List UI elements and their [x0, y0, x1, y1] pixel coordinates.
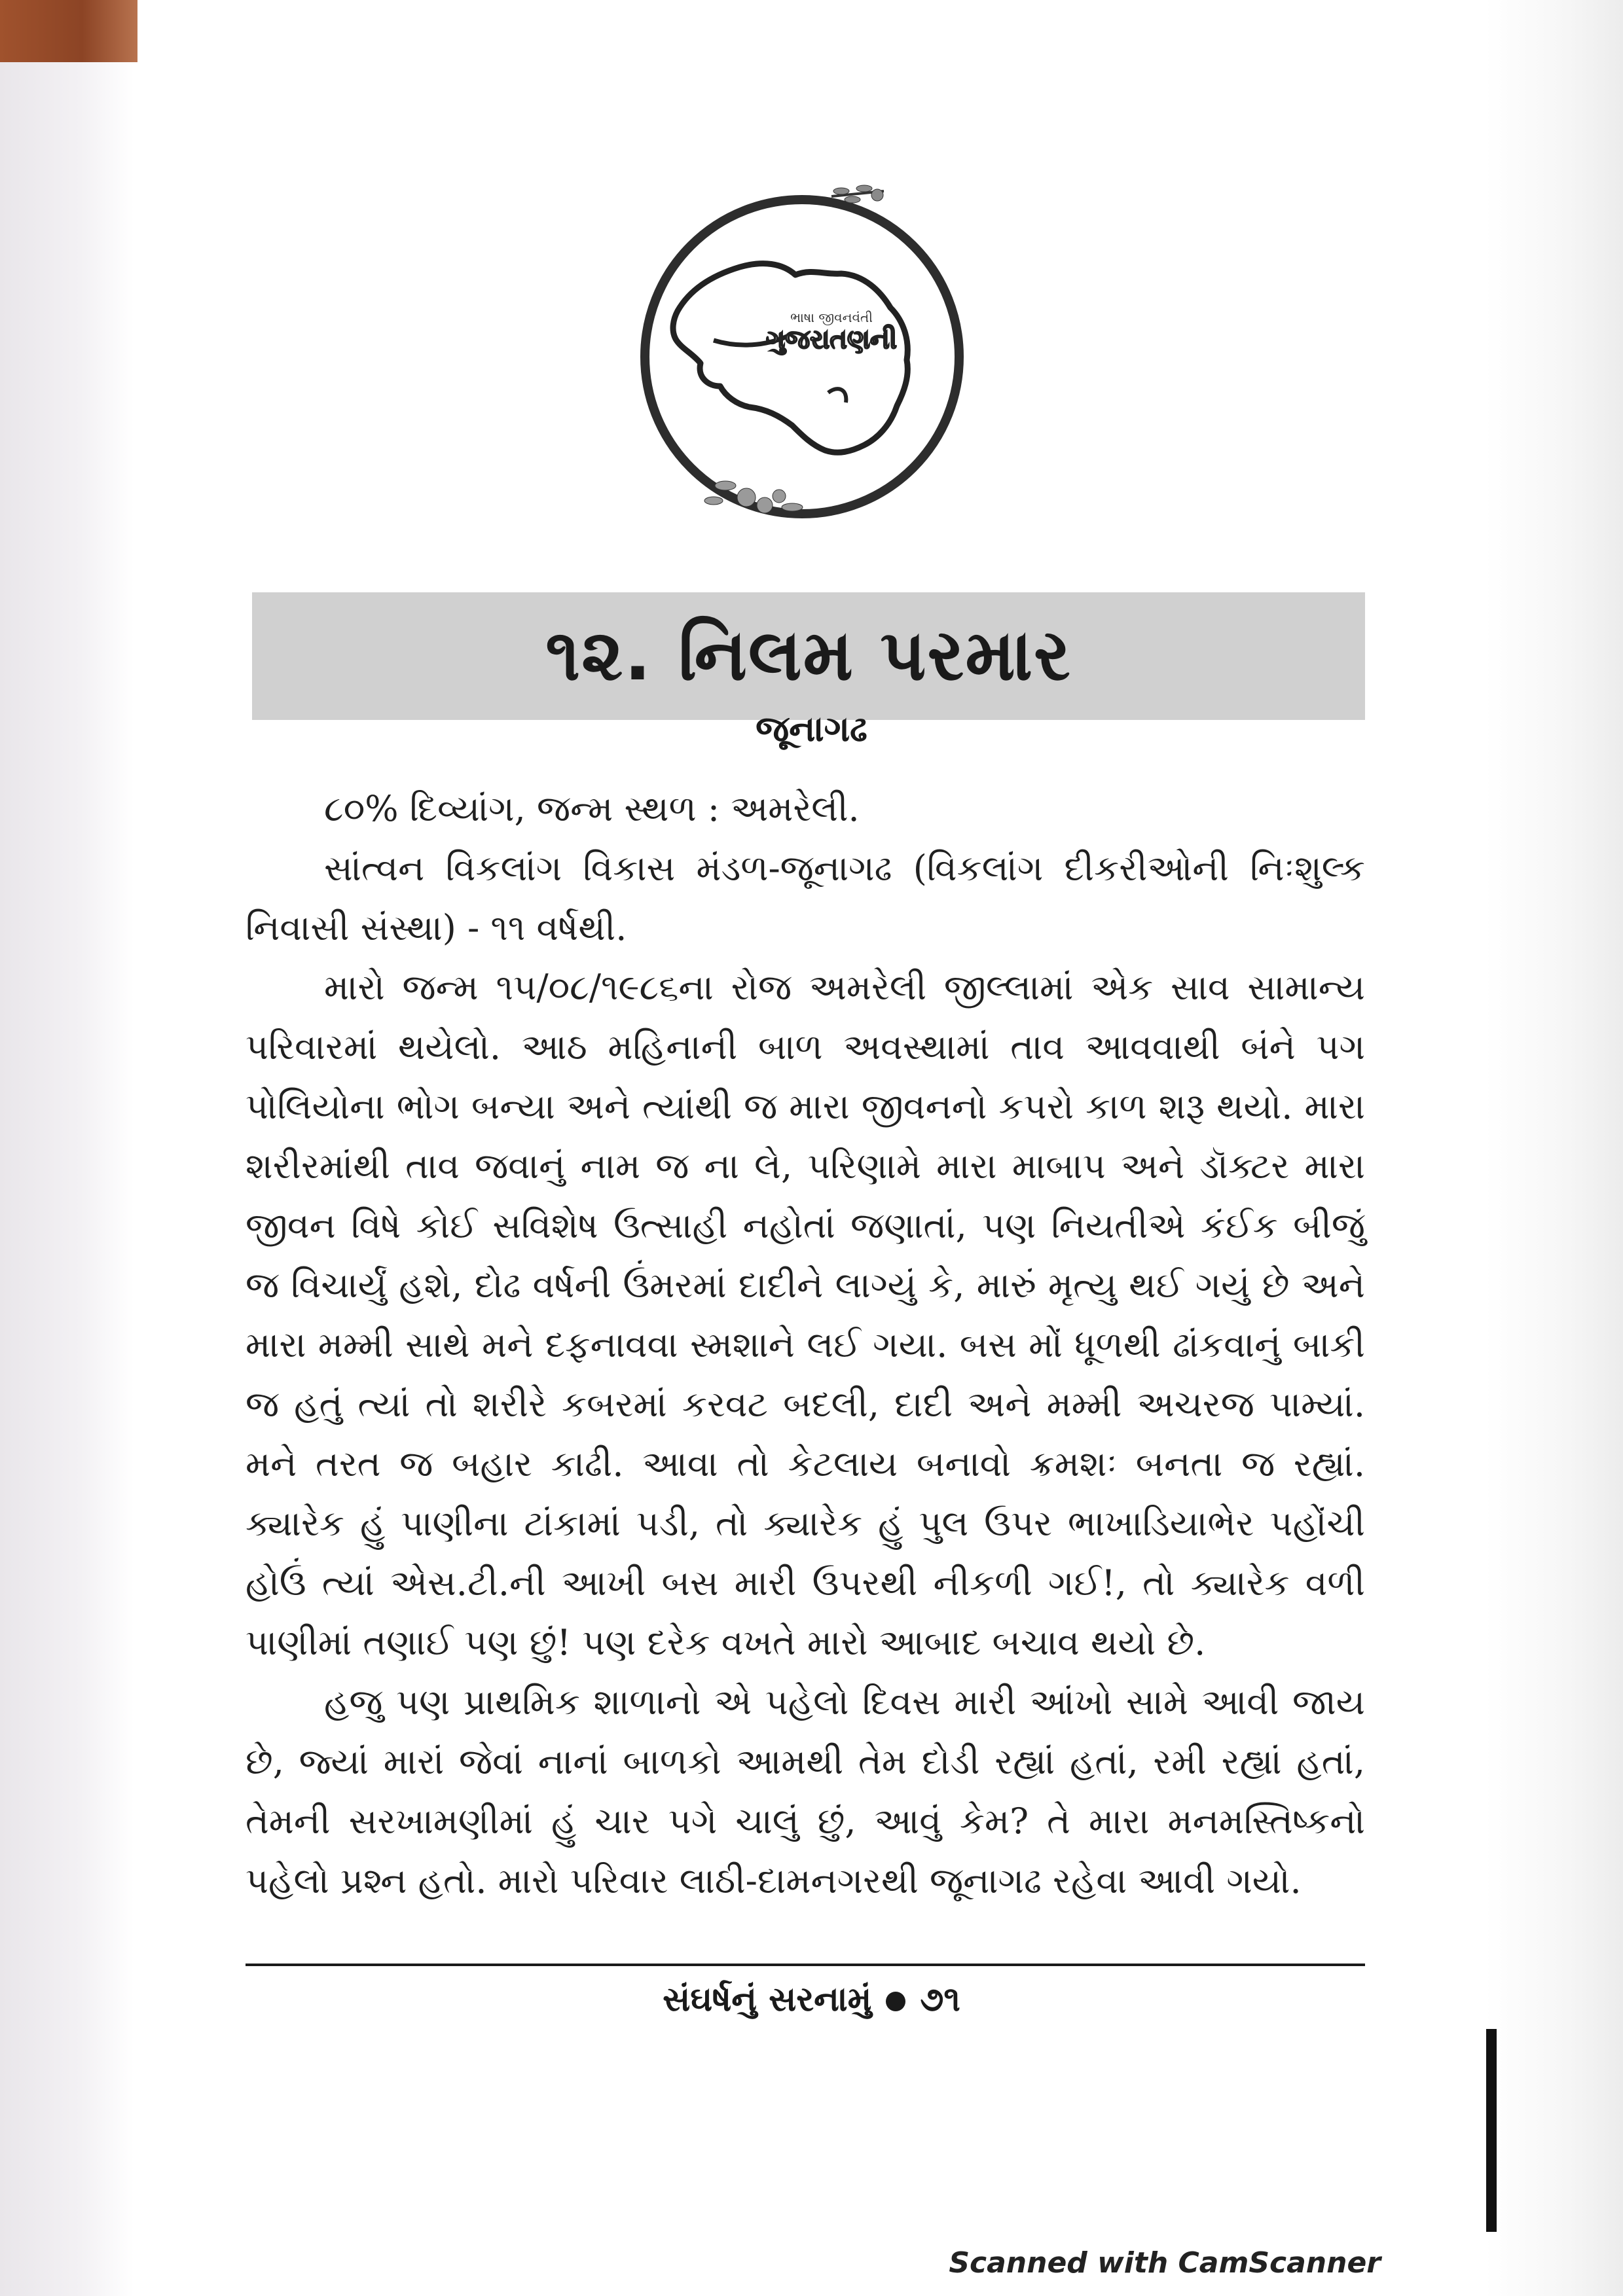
- chapter-city: જૂનાગઢ: [756, 708, 867, 749]
- bullet-icon: [886, 1992, 905, 2011]
- page-right-shadow: [1486, 0, 1623, 2296]
- chapter-title-band: [252, 592, 1365, 720]
- chapter-number: ૧૨.: [545, 615, 653, 696]
- paragraph: મારો જન્મ ૧૫/૦૮/૧૯૮૬ના રોજ અમરેલી જીલ્લામાં એક સાવ સામાન્ય પરિવારમાં થયેલો. આઠ મહિનાની બાળ અવસ્થામાં તાવ આવવાથી બંને પગ પોલિયોના ભોગ બન્યા અને ત્યાંથી જ મારા જીવનનો કપરો કાળ શરૂ થયો. મારા શરીરમાંથી તાવ જવાનું નામ જ ના લે, પરિણામે મારા માબાપ અને ડૉક્ટર મારા જીવન વિષે કોઈ સવિશેષ ઉત્સાહી નહોતાં જણાતાં, પણ નિયતીએ કંઈક બીજું જ વિચાર્યું હશે, દોઢ વર્ષની ઉંમરમાં દાદીને લાગ્યું કે, મારું મૃત્યુ થઈ ગયું છે અને મારા મમ્મી સાથે મને દફનાવવા સ્મશાને લઈ ગયા. બસ મોં ધૂળથી ઢાંકવાનું બાકી જ હતું ત્યાં તો શરીરે કબરમાં કરવટ બદલી, દાદી અને મમ્મી અચરજ પામ્યાં. મને તરત જ બહાર કાઢી. આવા તો કેટલાય બનાવો ક્રમશઃ બનતા જ રહ્યાં. ક્યારેક હું પાણીના ટાંકામાં પડી, તો ક્યારેક હું પુલ ઉપર ભાખાડિયાભેર પહોંચી હોઉં ત્યાં એસ.ટી.ની આખી બસ મારી ઉપરથી નીકળી ગઈ!, તો ક્યારેક વળી પાણીમાં તણાઈ પણ છું! પણ દરેક વખતે મારો આબાદ બચાવ થયો છે.: [246, 967, 1365, 1663]
- footer-rule: [246, 1964, 1365, 1966]
- page-edge-shadow: [1486, 2029, 1497, 2232]
- book-cover-corner: [0, 0, 137, 62]
- book-title: સંઘર્ષનું સરનામું: [663, 1980, 872, 2019]
- scanner-watermark: Scanned with CamScanner: [949, 2246, 1381, 2280]
- gujarat-map-emblem: [615, 177, 989, 530]
- body-text: [246, 779, 1365, 1910]
- page-left-shadow: [0, 0, 134, 2296]
- page-number: ૭૧: [920, 1980, 960, 2019]
- emblem-name: ગુજરાતણની: [765, 325, 898, 355]
- gujarat-map-outline: [673, 264, 907, 453]
- paragraph: સાંત્વન વિકલાંગ વિકાસ મંડળ-જૂનાગઢ (વિકલાંગ દીકરીઓની નિઃશુલ્ક નિવાસી સંસ્થા) - ૧૧ વર્ષથી.: [246, 848, 1365, 948]
- paragraph: ૮૦% દિવ્યાંગ, જન્મ સ્થળ : અમરેલી.: [324, 788, 860, 829]
- chapter-title: [545, 615, 1072, 698]
- emblem-tagline: ભાષા જીવનવંતી: [790, 310, 873, 325]
- page-footer: [0, 1980, 1623, 2020]
- chapter-name: નિલમ પરમાર: [678, 615, 1072, 696]
- paragraph: હજુ પણ પ્રાથમિક શાળાનો એ પહેલો દિવસ મારી આંખો સામે આવી જાય છે, જ્યાં મારાં જેવાં નાનાં બાળકો આમથી તેમ દોડી રહ્યાં હતાં, રમી રહ્યાં હતાં, તેમની સરખામણીમાં હું ચાર પગે ચાલું છું, આવું કેમ? તે મારા મનમસ્તિષ્કનો પહેલો પ્રશ્ન હતો. મારો પરિવાર લાઠી-દામનગરથી જૂનાગઢ રહેવા આવી ગયો.: [246, 1681, 1365, 1901]
